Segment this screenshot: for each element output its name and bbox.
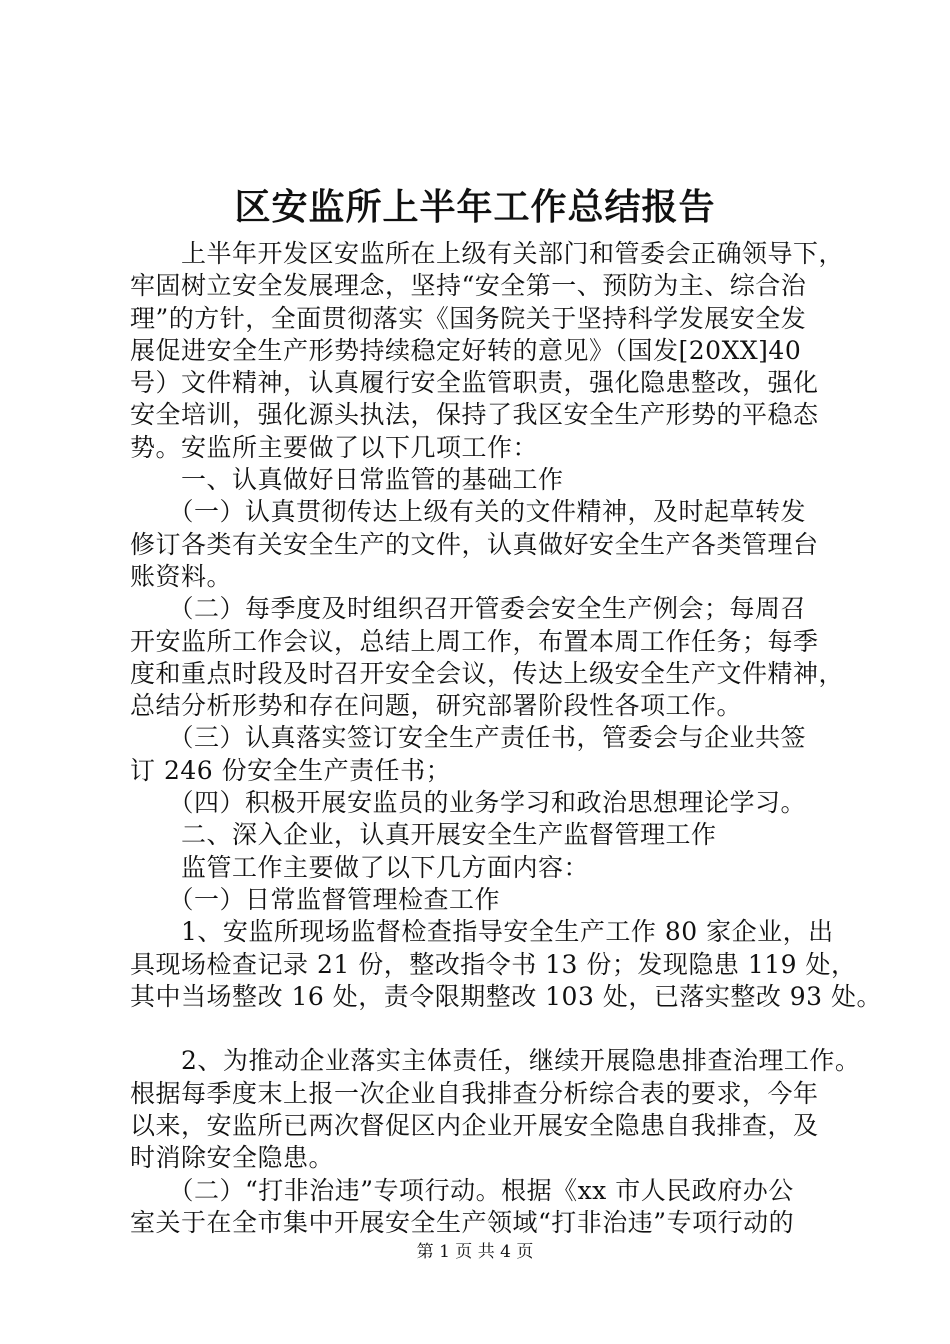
body-line: 总结分析形势和存在问题，研究部署阶段性各项工作。: [130, 691, 743, 721]
body-line: 具现场检查记录 21 份，整改指令书 13 份；发现隐患 119 处，: [130, 949, 857, 979]
body-line: 账资料。: [130, 561, 233, 591]
body-line: 其中当场整改 16 处，责令限期整改 103 处，已落实整改 93 处。: [130, 981, 883, 1011]
body-line: 根据每季度末上报一次企业自我排查分析综合表的要求，今年: [130, 1078, 819, 1108]
body-line: （一）日常监督管理检查工作: [130, 884, 501, 914]
body-line: 订 246 份安全生产责任书；: [130, 755, 452, 785]
body-line: 上半年开发区安监所在上级有关部门和管委会正确领导下，: [130, 239, 845, 268]
body-line: 以来，安监所已两次督促区内企业开展安全隐患自我排查，及: [130, 1111, 819, 1141]
body-line: 安全培训，强化源头执法，保持了我区安全生产形势的平稳态: [130, 400, 819, 430]
body-line: （一）认真贯彻传达上级有关的文件精神，及时起草转发: [130, 497, 807, 527]
body-line: 号）文件精神，认真履行安全监管职责，强化隐患整改，强化: [130, 368, 819, 398]
body-line: 2、为推动企业落实主体责任，继续开展隐患排查治理工作。: [130, 1046, 861, 1076]
body-line: （四）积极开展安监员的业务学习和政治思想理论学习。: [130, 788, 807, 818]
body-line: [130, 1013, 850, 1045]
body-line: 二、深入企业，认真开展安全生产监督管理工作: [130, 820, 717, 850]
body-line: 修订各类有关安全生产的文件，认真做好安全生产各类管理台: [130, 529, 819, 559]
body-line: 展促进安全生产形势持续稳定好转的意见》（国发[20XX]40: [130, 335, 802, 365]
body-line: 度和重点时段及时召开安全会议，传达上级安全生产文件精神，: [130, 658, 845, 688]
body-line: 势。安监所主要做了以下几项工作：: [130, 432, 539, 462]
document-body: [130, 238, 883, 1239]
body-line: 一、认真做好日常监管的基础工作: [130, 465, 564, 495]
body-line: 理”的方针，全面贯彻落实《国务院关于坚持科学发展安全发: [130, 303, 807, 333]
body-line: 室关于在全市集中开展安全生产领域“打非治违”专项行动的: [130, 1207, 795, 1237]
body-line: 时消除安全隐患。: [130, 1143, 335, 1173]
body-line: 牢固树立安全发展理念，坚持“安全第一、预防为主、综合治: [130, 271, 807, 301]
body-line: 监管工作主要做了以下几方面内容：: [130, 852, 590, 882]
body-line: 开安监所工作会议，总结上周工作，布置本周工作任务；每季: [130, 626, 819, 656]
body-line: （二）每季度及时组织召开管委会安全生产例会；每周召: [130, 594, 807, 624]
body-line: （三）认真落实签订安全生产责任书，管委会与企业共签: [130, 723, 807, 753]
body-line: （二）“打非治违”专项行动。根据《xx 市人民政府办公: [130, 1175, 794, 1205]
body-line: 1、安监所现场监督检查指导安全生产工作 80 家企业，出: [130, 917, 834, 947]
page-footer: 第 1 页 共 4 页: [416, 1242, 534, 1262]
document-title: 区安监所上半年工作总结报告: [234, 186, 716, 228]
